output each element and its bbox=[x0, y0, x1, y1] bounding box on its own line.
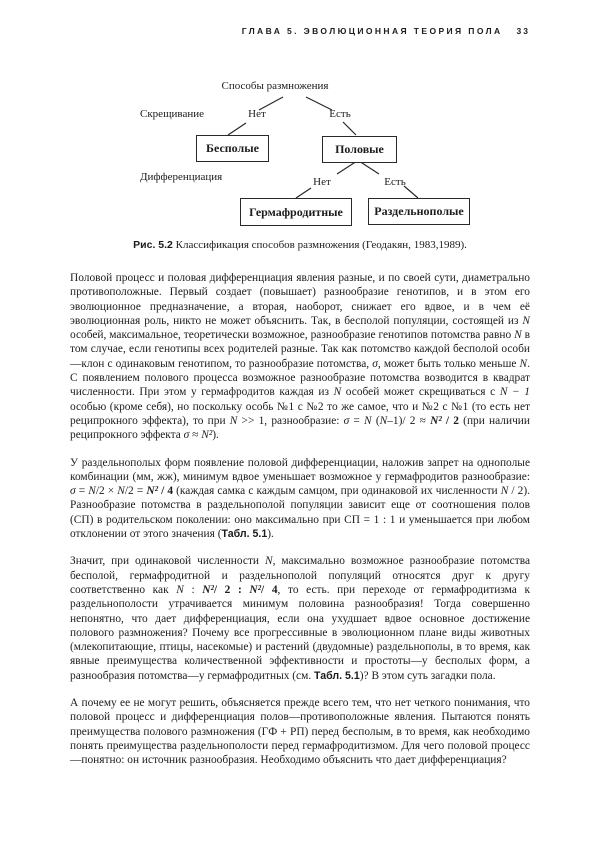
figure-caption-text: Классификация способов размножения (Геодакян, 1983,1989). bbox=[172, 239, 467, 251]
tree-box-hermaphroditic: Гермафродитные bbox=[240, 198, 352, 226]
figure-caption-number: Рис. 5.2 bbox=[133, 239, 173, 251]
paragraph-dioecious-diversity: У раздельнополых форм появление половой дифференциации, наложив запрет на однополые комбинации (мм, жж), минимум вдвое уменьшает возможное у гермафродитов разнообразие: σ = N/2 × N/2 = N² / 4 (каждая самка с каждым самцом, при одинаковой их численности N / 2). Разнообразие потомства в раздельнополой популяции зависит еще от соотношения полов (СП) в родительском поколении: оно максимально при СП = 1 : 1 и уменьшается при любом отклонении от этого значения (Табл. 5.1). bbox=[70, 456, 531, 541]
paragraph-why-unsolved: А почему ее не могут решить, объясняется прежде всего тем, что нет четкого понимания, что половой процесс и дифференциация полов—противоположные явления. Пытаются понять преимущества полового размножения (ГФ + РП) перед бесполым, в то время, как необходимо понять преимущества раздельнополости перед гермафродитизмом. Для чего половой процесс—понятно: он источник разнообразия. Необходимо объяснить что дает дифференциация? bbox=[70, 697, 530, 767]
tree-box-dioecious: Раздельнополые bbox=[368, 198, 470, 225]
chapter-title: ГЛАВА 5. ЭВОЛЮЦИОННАЯ ТЕОРИЯ ПОЛА bbox=[241, 26, 503, 36]
figure-caption bbox=[0, 239, 600, 251]
tree-box-asexual: Бесполые bbox=[196, 135, 269, 162]
paragraph-diversity-ratio: Значит, при одинаковой численности N, максимально возможное разнообразие потомства бесполой, гермафродитной и раздельнополой популяций относятся друг к другу соответственно как N : N²/ 2 : N²/ 4, то есть. при переходе от гермафродитизма к раздельнополости утрачивается минимум половина разнообразия! Тогда совершенно непонятно, что дает дифференциация, если она ухудшает вдвое основное достижение полового размножения? Почему все прогрессивные в эволюционном плане виды животных (млекопитающие, птицы, насекомые) и растений (двудомные) раздельнополы, в то время, как явные преимущества количественной эффективности и простоты—у бесполых форм, а разнообразия потомства—у гермафродитных (см. Табл. 5.1)? В этом суть загадки пола. bbox=[70, 555, 530, 682]
tree-row1-criterion-label: Скрещивание bbox=[140, 108, 205, 120]
tree-row1-no-label: Нет bbox=[248, 108, 266, 120]
body-text bbox=[70, 271, 530, 781]
tree-row2-criterion-label: Дифференциация bbox=[140, 171, 223, 183]
tree-box-sexual: Половые bbox=[322, 136, 397, 163]
tree-row2-yes-label: Есть bbox=[384, 176, 406, 188]
page-number: 33 bbox=[516, 26, 530, 36]
paragraph-sexual-process-vs-differentiation: Половой процесс и половая дифференциация явления разные, и по своей сути, диаметрально противоположные. Первый создает (повышает) разнообразие генотипов, и в этом его эволюционное предназначение, а вторая, наоборот, снижает его вдвое, и в чем её эволюционная роль, никто не может объяснить. Так, в бесполой популяции, состоящей из N особей, максимальное, теоретически возможное, разнообразие генотипов потомства равно N в том случае, если генотипы всех родителей разные. Так как потомство каждой бесполой особи—клон с одинаковым генотипом, то разнообразие потомства, σ, может быть только меньше N. С появлением полового процесса возможное разнообразие потомства возводится в квадрат численности. При этом у гермафродитов каждая из N особей может скрещиваться с N − 1 особью (кроме себя), но поскольку особь №1 с №2 то же самое, что и №2 с №1 (то есть нет реципрокного эффекта), то при N >> 1, разнообразие: σ = N (N–1)/ 2 ≈ N² / 2 (при наличии реципрокного эффекта σ ≈ N²). bbox=[70, 272, 530, 442]
tree-root-label: Способы размножения bbox=[221, 80, 329, 92]
tree-row2-no-label: Нет bbox=[313, 176, 331, 188]
tree-row1-yes-label: Есть bbox=[329, 108, 351, 120]
